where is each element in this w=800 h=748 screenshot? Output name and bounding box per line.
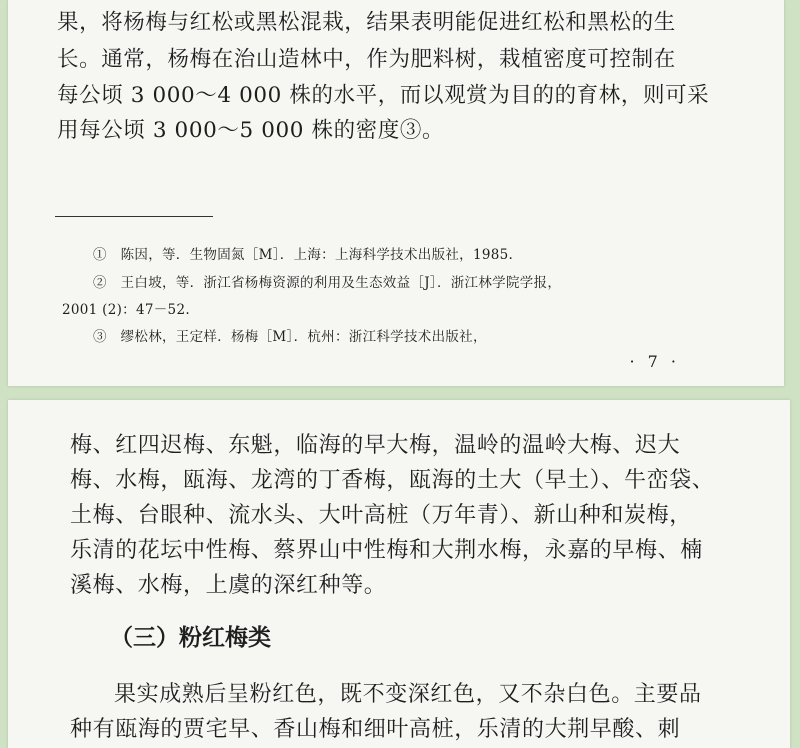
bottom-body-line: 溪梅、水梅，上虞的深红种等。 xyxy=(70,573,387,598)
paragraph-line: 种有瓯海的贾宅早、香山梅和细叶高桩，乐清的大荆早酸、刺 xyxy=(70,717,681,742)
footnote-1: ① 陈因，等．生物固氮［M］．上海：上海科学技术出版社，1985. xyxy=(93,247,514,263)
page-number: · 7 · xyxy=(629,352,680,371)
footnote-2-continuation: 2001 (2)：47－52. xyxy=(62,302,190,318)
footnote-divider xyxy=(55,216,213,217)
paragraph-line: 果实成熟后呈粉红色，既不变深红色，又不杂白色。主要品 xyxy=(114,682,702,707)
section-heading: （三）粉红梅类 xyxy=(110,625,271,651)
bottom-body-line: 土梅、台眼种、流水头、大叶高桩（万年青）、新山种和炭梅， xyxy=(70,503,692,528)
bottom-body-line: 梅、红四迟梅、东魁，临海的早大梅，温岭的温岭大梅、迟大 xyxy=(70,433,681,458)
footnote-3: ③ 缪松林，王定样．杨梅［M］．杭州：浙江科学技术出版社， xyxy=(93,329,487,345)
footnote-2: ② 王白坡，等．浙江省杨梅资源的利用及生态效益［J］．浙江林学院学报， xyxy=(93,275,562,291)
top-body-line: 果，将杨梅与红松或黑松混栽，结果表明能促进红松和黑松的生 xyxy=(57,10,676,35)
top-body-line: 用每公顷 3 000～5 000 株的密度③。 xyxy=(57,118,445,143)
top-body-line: 长。通常，杨梅在治山造林中，作为肥料树，栽植密度可控制在 xyxy=(57,47,676,72)
top-body-line: 每公顷 3 000～4 000 株的水平，而以观赏为目的的育林，则可采 xyxy=(57,83,710,108)
bottom-body-line: 乐清的花坛中性梅、蔡界山中性梅和大荆水梅，永嘉的早梅、楠 xyxy=(70,538,703,563)
bottom-body-line: 梅、水梅，瓯海、龙湾的丁香梅，瓯海的土大（早土）、牛峦袋、 xyxy=(70,468,715,493)
